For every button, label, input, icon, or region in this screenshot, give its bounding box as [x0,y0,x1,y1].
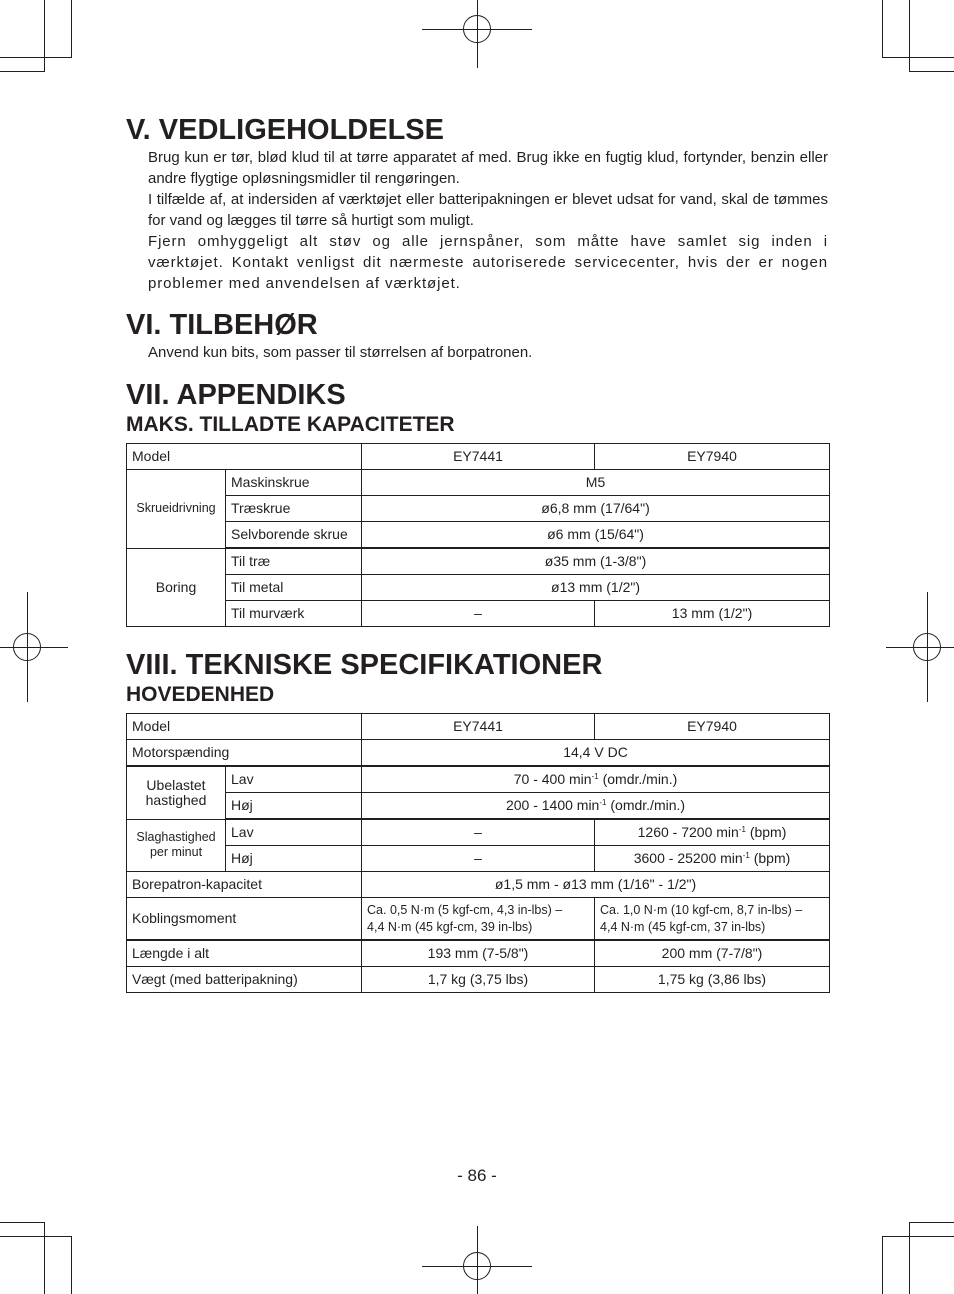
table-cell: Skrueidrivning [127,470,226,549]
registration-line [27,592,28,702]
value-text: (bpm) [749,850,791,866]
table-cell: EY7441 [362,444,595,470]
paragraph: I tilfælde af, at indersiden af værktøjet eller batteripakningen er blevet udsat for vand, skal de tømmes for vand og lægges til tørre så hurtigt som muligt. [148,191,828,229]
table-cell: EY7940 [595,714,830,740]
table-cell: 14,4 V DC [362,740,830,767]
cell-line: Ca. 0,5 N·m (5 kgf-cm, 4,3 in-lbs) – [367,902,563,917]
table-cell: Træskrue [226,496,362,522]
table-cell: Høj [226,846,362,872]
crop-mark [71,0,72,58]
crop-mark [882,57,954,58]
value-text: (bpm) [745,824,787,840]
crop-mark [44,0,45,72]
value-text: 3600 - 25200 min [633,850,743,866]
section-title-appendiks: VII. APPENDIKS [126,379,346,411]
crop-mark [44,1222,45,1294]
table-cell: 1,7 kg (3,75 lbs) [362,967,595,993]
cell-line: hastighed [145,791,207,808]
crop-mark [0,1236,72,1237]
superscript: -1 [591,772,599,781]
table-cell: – [362,819,595,846]
registration-line [927,592,928,702]
table-row [127,967,830,993]
table-cell: ø35 mm (1-3/8") [362,548,830,575]
table-row [127,601,830,627]
capacity-table [126,443,830,627]
crop-mark [882,1236,883,1294]
table-cell: Model [127,444,362,470]
value-text: 1260 - 7200 min [637,824,739,840]
superscript: -1 [738,825,746,834]
table-row [127,444,830,470]
table-cell [127,766,226,819]
table-cell: Selvborende skrue [226,522,362,549]
crop-mark [71,1236,72,1294]
crop-mark [882,0,883,58]
section-title-tilbehor: VI. TILBEHØR [126,309,318,341]
table-cell [362,766,830,793]
table-cell [362,793,830,820]
table-cell: Vægt (med batteripakning) [127,967,362,993]
table-cell: – [362,601,595,627]
table-row [127,819,830,846]
table-cell [595,846,830,872]
paragraph: Brug kun er tør, blød klud til at tørre apparatet af med. Brug ikke en fugtig klud, fortynder, benzin eller andre flygtige opløsningsmidler til rengøringen. [148,149,828,187]
superscript: -1 [599,798,607,807]
cell-line: 4,4 N·m (45 kgf-cm, 37 in-lbs) [600,919,766,934]
crop-mark [909,1222,910,1294]
registration-line [477,1226,478,1294]
crop-mark [909,71,954,72]
table-row [127,766,830,793]
table-cell: Maskinskrue [226,470,362,496]
specifications-table [126,713,830,993]
table-cell: 200 mm (7-7/8") [595,940,830,967]
paragraph: Anvend kun bits, som passer til størrelsen af borpatronen. [148,344,533,361]
value-text: (omdr./min.) [598,771,678,787]
crop-mark [0,1222,45,1223]
table-cell: Boring [127,548,226,627]
registration-line [0,647,68,648]
crop-mark [0,71,45,72]
table-cell: EY7940 [595,444,830,470]
table-cell [127,819,226,872]
table-cell: Til træ [226,548,362,575]
registration-line [886,647,954,648]
table-cell: Lav [226,819,362,846]
table-cell: ø13 mm (1/2") [362,575,830,601]
section-title-vedligeholdelse: V. VEDLIGEHOLDELSE [126,114,444,146]
table-cell: Længde i alt [127,940,362,967]
table-cell: M5 [362,470,830,496]
cell-line: Ubelastet [146,776,206,793]
table-cell: 1,75 kg (3,86 lbs) [595,967,830,993]
cell-line: Slaghastighed [136,830,216,845]
cell-line: Ca. 1,0 N·m (10 kgf-cm, 8,7 in-lbs) – [600,902,803,917]
table-row [127,940,830,967]
table-row [127,548,830,575]
table-cell: Til metal [226,575,362,601]
value-text: (omdr./min.) [606,797,686,813]
crop-mark [909,1222,954,1223]
table-cell: Til murværk [226,601,362,627]
table-row [127,522,830,549]
table-row [127,496,830,522]
table-row [127,740,830,767]
page-number: - 86 - [457,1166,497,1185]
table-row [127,575,830,601]
table-row [127,714,830,740]
table-cell: Motorspænding [127,740,362,767]
table-cell: ø1,5 mm - ø13 mm (1/16" - 1/2") [362,872,830,898]
table-cell: Borepatron-kapacitet [127,872,362,898]
table-cell: EY7441 [362,714,595,740]
value-text: 200 - 1400 min [505,797,600,813]
crop-mark [909,0,910,72]
table-cell: 193 mm (7-5/8") [362,940,595,967]
subsection-title-main-unit: HOVEDENHED [126,683,275,706]
crop-mark [882,1236,954,1237]
registration-line [477,0,478,68]
table-cell [595,898,830,941]
cell-line: 4,4 N·m (45 kgf-cm, 39 in-lbs) [367,919,533,934]
subsection-title-capacities: MAKS. TILLADTE KAPACITETER [126,413,455,436]
table-cell: – [362,846,595,872]
table-cell [595,819,830,846]
table-row [127,470,830,496]
paragraph: Fjern omhyggeligt alt støv og alle jernspåner, som måtte have samlet sig inden i værktøjet. Kontakt venligst dit nærmeste autoriserede servicecenter, hvis der er nogen problemer med anvendelsen af værktøjet. [148,233,828,292]
table-cell: Koblingsmoment [127,898,362,941]
cell-line: per minut [149,845,203,860]
table-row [127,793,830,820]
section-title-specifications: VIII. TEKNISKE SPECIFIKATIONER [126,649,603,681]
table-cell: Lav [226,766,362,793]
value-text: 70 - 400 min [513,771,592,787]
table-cell: ø6 mm (15/64") [362,522,830,549]
table-row [127,898,830,941]
table-cell: ø6,8 mm (17/64") [362,496,830,522]
table-cell [362,898,595,941]
table-cell: Høj [226,793,362,820]
superscript: -1 [742,851,750,860]
table-row [127,846,830,872]
table-cell: Model [127,714,362,740]
crop-mark [0,57,72,58]
table-cell: 13 mm (1/2") [595,601,830,627]
table-row [127,872,830,898]
